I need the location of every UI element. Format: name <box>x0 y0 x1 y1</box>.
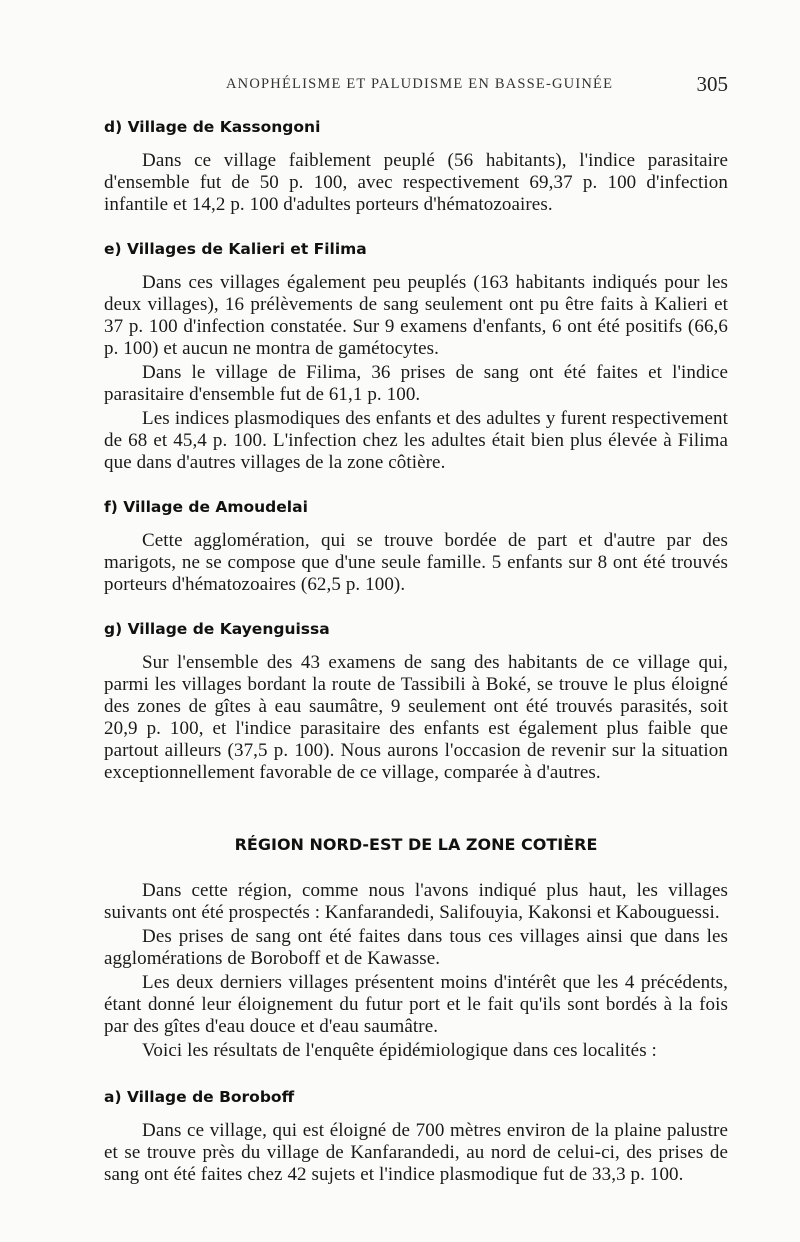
paragraph: Les deux derniers villages présentent moins d'intérêt que les 4 précédents, étant donné leur éloignement du futur port et le fait qu'ils sont bordés à la fois par des gîtes d'eau douce et d'eau saumâtre. <box>104 972 728 1037</box>
region-heading: RÉGION NORD-EST DE LA ZONE COTIÈRE <box>234 835 598 854</box>
section-kayenguissa <box>104 618 728 784</box>
section-heading: a) Village de Boroboff <box>104 1088 295 1106</box>
section-heading: f) Village de Amoudelai <box>104 498 308 516</box>
section-kassongoni <box>104 116 728 216</box>
paragraph: Voici les résultats de l'enquête épidémiologique dans ces localités : <box>142 1040 657 1061</box>
region-nord-est <box>104 834 728 1062</box>
paragraph: Cette agglomération, qui se trouve bordée de part et d'autre par des marigots, ne se compose que d'une seule famille. 5 enfants sur 8 ont été trouvés porteurs d'hématozoaires (62,5 p. 100). <box>104 530 728 595</box>
paragraph: Dans ces villages également peu peuplés (163 habitants indiqués pour les deux villages), 16 prélèvements de sang seulement ont pu être faits à Kalieri et 37 p. 100 d'infection constatée. Sur 9 examens d'enfants, 6 ont été positifs (66,6 p. 100) et aucun ne montra de gamétocytes. <box>104 272 728 359</box>
running-title: ANOPHÉLISME ET PALUDISME EN BASSE-GUINÉE <box>226 76 614 92</box>
section-kalieri-filima <box>104 238 728 474</box>
paragraph: Des prises de sang ont été faites dans tous ces villages ainsi que dans les agglomérations de Boroboff et de Kawasse. <box>104 926 728 969</box>
paragraph: Dans le village de Filima, 36 prises de sang ont été faites et l'indice parasitaire d'ensemble fut de 61,1 p. 100. <box>104 362 728 405</box>
page-body <box>104 116 728 1186</box>
paragraph: Dans ce village, qui est éloigné de 700 mètres environ de la plaine palustre et se trouve près du village de Kanfarandedi, au nord de celui-ci, des prises de sang ont été faites chez 42 sujets et l'indice plasmodique fut de 33,3 p. 100. <box>104 1120 728 1185</box>
section-heading: e) Villages de Kalieri et Filima <box>104 240 367 258</box>
section-boroboff <box>104 1086 728 1186</box>
section-heading: d) Village de Kassongoni <box>104 118 321 136</box>
paragraph: Les indices plasmodiques des enfants et des adultes y furent respectivement de 68 et 45,4 p. 100. L'infection chez les adultes était bien plus élevée à Filima que dans d'autres villages de la zone côtière. <box>104 408 728 473</box>
section-heading: g) Village de Kayenguissa <box>104 620 330 638</box>
section-amoudelai <box>104 496 728 596</box>
paragraph: Dans cette région, comme nous l'avons indiqué plus haut, les villages suivants ont été prospectés : Kanfarandedi, Salifouyia, Kakonsi et Kabouguessi. <box>104 880 728 923</box>
paragraph: Sur l'ensemble des 43 examens de sang des habitants de ce village qui, parmi les villages bordant la route de Tassibili à Boké, se trouve le plus éloigné des zones de gîtes à eau saumâtre, 9 seulement ont été trouvés parasités, soit 20,9 p. 100, et l'indice parasitaire des enfants est également plus faible que partout ailleurs (37,5 p. 100). Nous aurons l'occasion de revenir sur la situation exceptionnellement favorable de ce village, comparée à d'autres. <box>104 652 728 783</box>
page-number: 305 <box>696 72 728 96</box>
paragraph: Dans ce village faiblement peuplé (56 habitants), l'indice parasitaire d'ensemble fut de 50 p. 100, avec respectivement 69,37 p. 100 d'infection infantile et 14,2 p. 100 d'adultes porteurs d'hématozoaires. <box>104 150 728 215</box>
